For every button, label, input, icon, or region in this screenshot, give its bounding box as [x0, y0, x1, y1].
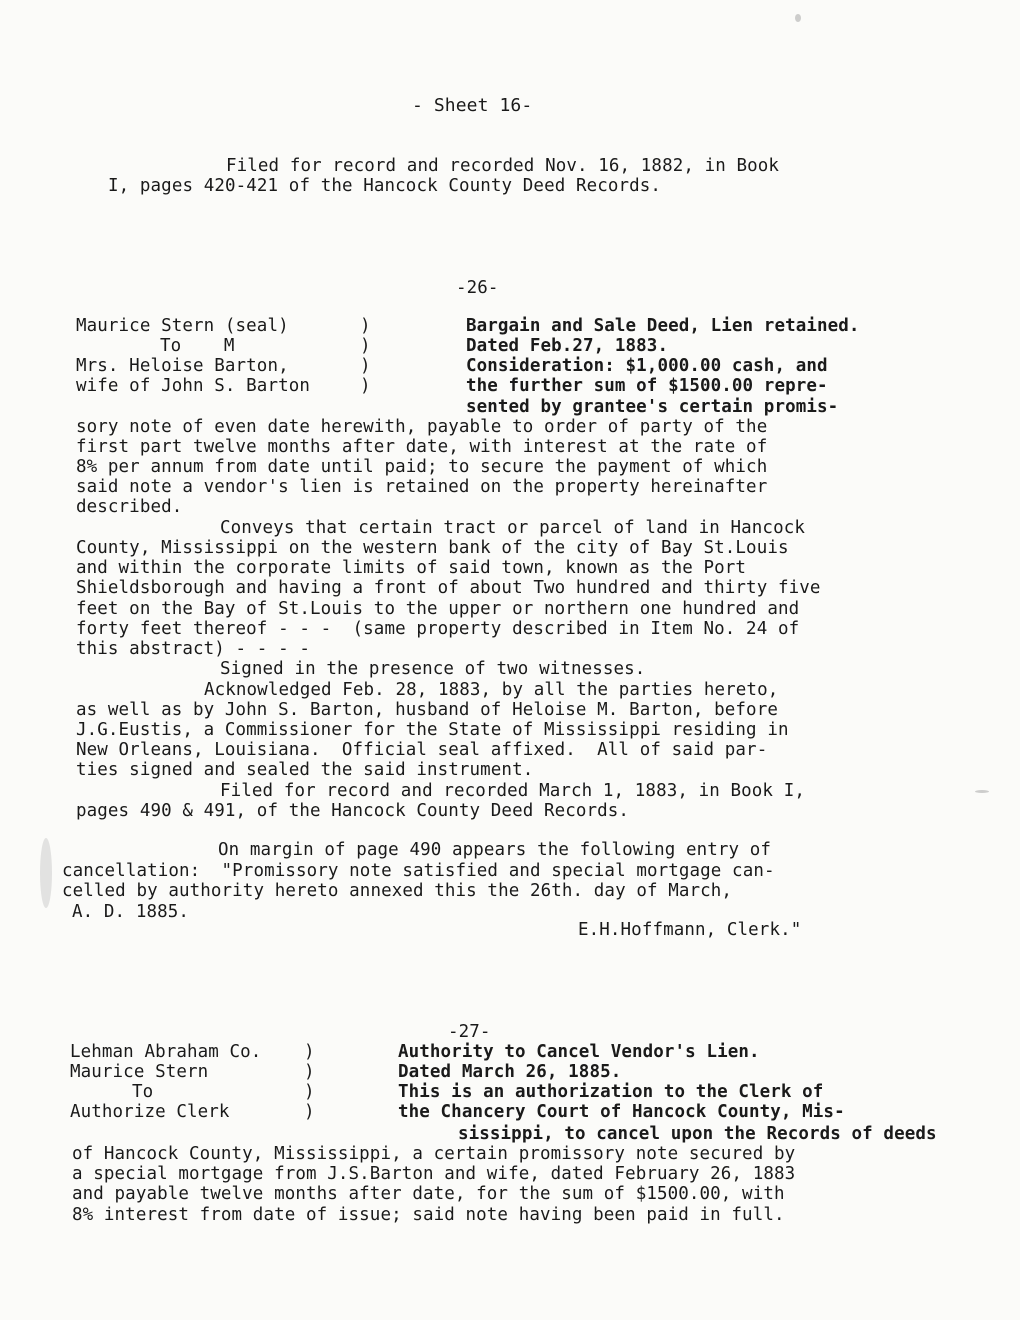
- item-27-summary: sissippi, to cancel upon the Records of deeds: [458, 1124, 937, 1144]
- filed-line-2: I, pages 420-421 of the Hancock County Deed Records.: [108, 176, 662, 196]
- item-26-body: said note a vendor's lien is retained on the property hereinafter: [76, 477, 768, 497]
- item-26-summary: Dated Feb.27, 1883.: [466, 336, 669, 356]
- item-26-body: feet on the Bay of St.Louis to the upper or northern one hundred and: [76, 599, 800, 619]
- item-27-body: a special mortgage from J.S.Barton and wife, dated February 26, 1883: [72, 1164, 796, 1184]
- item-27-summary: the Chancery Court of Hancock County, Mis-: [398, 1102, 845, 1122]
- bracket: ): [304, 1042, 315, 1062]
- item-26-summary: Consideration: $1,000.00 cash, and: [466, 356, 828, 376]
- item-27-party: Maurice Stern: [70, 1062, 209, 1082]
- item-26-body: Conveys that certain tract or parcel of land in Hancock: [220, 518, 805, 538]
- margin-entry: A. D. 1885.: [72, 902, 189, 922]
- filed-line-1: Filed for record and recorded Nov. 16, 1882, in Book: [226, 156, 780, 176]
- item-26-body: pages 490 & 491, of the Hancock County Deed Records.: [76, 801, 630, 821]
- item-26-party: Mrs. Heloise Barton,: [76, 356, 289, 376]
- item-26-body: 8% per annum from date until paid; to secure the payment of which: [76, 457, 768, 477]
- item-26-party: To M: [160, 336, 235, 356]
- bracket: ): [304, 1082, 315, 1102]
- item-26-body: forty feet thereof - - - (same property described in Item No. 24 of: [76, 619, 800, 639]
- margin-entry: cancellation: "Promissory note satisfied and special mortgage can-: [62, 861, 775, 881]
- scan-speck: [795, 14, 801, 22]
- item-26-body: as well as by John S. Barton, husband of Heloise M. Barton, before: [76, 700, 778, 720]
- margin-entry: celled by authority hereto annexed this the 26th. day of March,: [62, 881, 733, 901]
- item-26-body: this abstract) - - - -: [76, 639, 310, 659]
- item-27-summary: Authority to Cancel Vendor's Lien.: [398, 1042, 760, 1062]
- bracket: ): [360, 356, 371, 376]
- item-26-body: ties signed and sealed the said instrument.: [76, 760, 534, 780]
- item-26-party: Maurice Stern (seal): [76, 316, 289, 336]
- item-27-summary: Dated March 26, 1885.: [398, 1062, 622, 1082]
- item-27-body: of Hancock County, Mississippi, a certain promissory note secured by: [72, 1144, 796, 1164]
- sheet-number: - Sheet 16-: [412, 95, 533, 116]
- item-26-body: Shieldsborough and having a front of about Two hundred and thirty five: [76, 578, 821, 598]
- item-26-number: -26-: [456, 278, 499, 298]
- bracket: ): [360, 336, 371, 356]
- item-26-body: Filed for record and recorded March 1, 1883, in Book I,: [220, 781, 805, 801]
- item-27-party: Authorize Clerk: [70, 1102, 230, 1122]
- bracket: ): [360, 316, 371, 336]
- item-27-summary: This is an authorization to the Clerk of: [398, 1082, 824, 1102]
- item-26-summary: the further sum of $1500.00 repre-: [466, 376, 828, 396]
- item-26-summary: Bargain and Sale Deed, Lien retained.: [466, 316, 860, 336]
- item-27-party: Lehman Abraham Co.: [70, 1042, 262, 1062]
- item-26-body: New Orleans, Louisiana. Official seal affixed. All of said par-: [76, 740, 768, 760]
- bracket: ): [360, 376, 371, 396]
- bracket: ): [304, 1102, 315, 1122]
- clerk-signature: E.H.Hoffmann, Clerk.": [578, 920, 802, 940]
- item-27-number: -27-: [448, 1022, 491, 1042]
- margin-entry: On margin of page 490 appears the following entry of: [218, 840, 772, 860]
- item-26-body: County, Mississippi on the western bank of the city of Bay St.Louis: [76, 538, 789, 558]
- item-26-body: J.G.Eustis, a Commissioner for the State of Mississippi residing in: [76, 720, 789, 740]
- item-27-body: 8% interest from date of issue; said note having been paid in full.: [72, 1205, 785, 1225]
- bracket: ): [304, 1062, 315, 1082]
- item-26-body: Signed in the presence of two witnesses.: [220, 659, 646, 679]
- item-27-party: To: [132, 1082, 154, 1102]
- item-26-body: Acknowledged Feb. 28, 1883, by all the parties hereto,: [204, 680, 779, 700]
- item-27-body: and payable twelve months after date, for the sum of $1500.00, with: [72, 1184, 785, 1204]
- item-26-party: wife of John S. Barton: [76, 376, 310, 396]
- item-26-body: described.: [76, 497, 183, 517]
- item-26-body: first part twelve months after date, with interest at the rate of: [76, 437, 768, 457]
- scan-smudge: [40, 838, 52, 908]
- scan-speck: [975, 790, 989, 793]
- item-26-body: and within the corporate limits of said town, known as the Port: [76, 558, 747, 578]
- item-26-summary: sented by grantee's certain promis-: [466, 397, 839, 417]
- item-26-body: sory note of even date herewith, payable to order of party of the: [76, 417, 768, 437]
